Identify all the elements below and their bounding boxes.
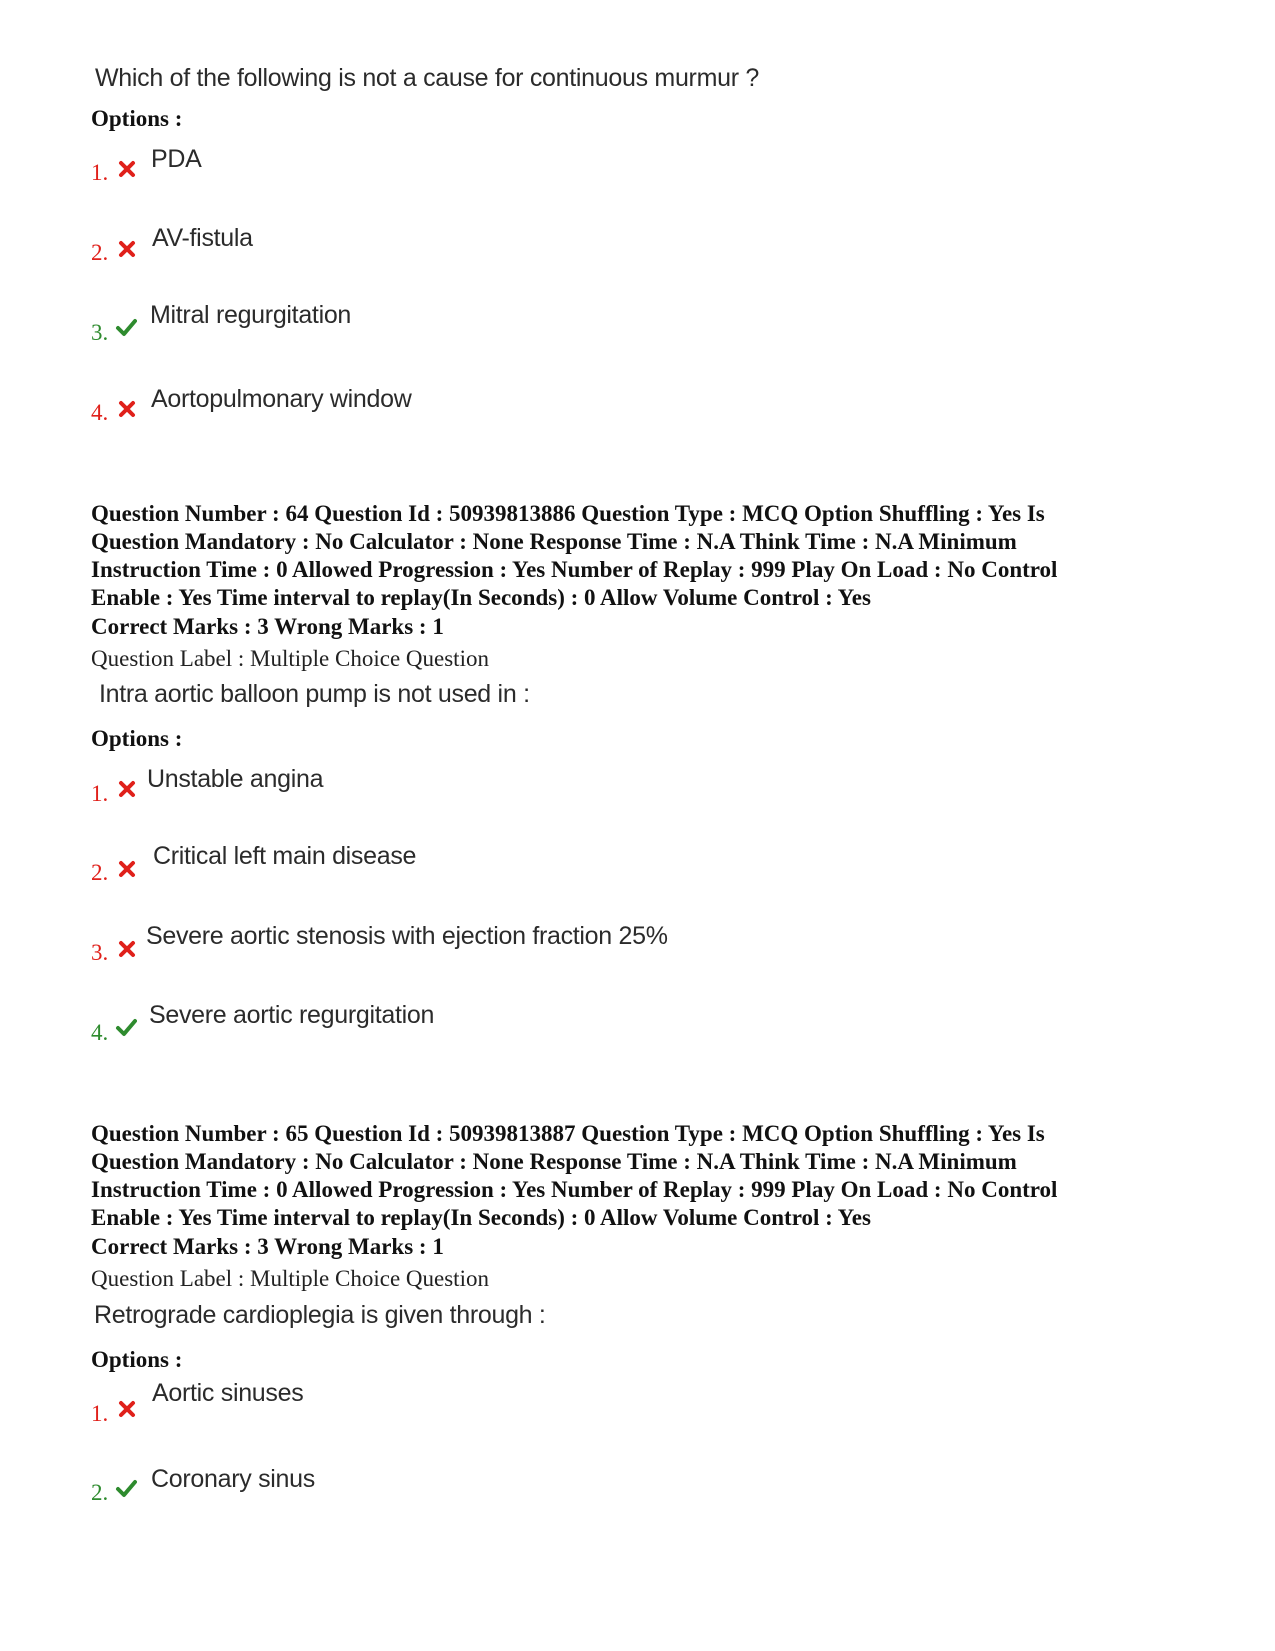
question-meta-line: Enable : Yes Time interval to replay(In Seconds) : 0 Allow Volume Control : Yes	[91, 585, 871, 610]
option-text: AV-fistula	[152, 224, 253, 252]
option-text: Coronary sinus	[151, 1465, 315, 1493]
option-text: Severe aortic stenosis with ejection fraction 25%	[146, 922, 668, 950]
question-meta-line: Question Mandatory : No Calculator : None Response Time : N.A Think Time : N.A Minimum	[91, 529, 1017, 554]
option-number: 4.	[91, 400, 109, 425]
option-text: Aortic sinuses	[152, 1379, 304, 1407]
option-number: 1.	[91, 781, 109, 806]
option-text: Mitral regurgitation	[150, 301, 352, 329]
check-icon	[115, 1477, 137, 1499]
check-icon	[115, 316, 137, 338]
option-number: 2.	[91, 860, 109, 885]
option-number: 3.	[91, 940, 109, 965]
cross-icon	[116, 778, 138, 800]
cross-icon	[116, 158, 138, 180]
option-text: Severe aortic regurgitation	[149, 1001, 435, 1029]
question-meta-line: Question Number : 65 Question Id : 50939813887 Question Type : MCQ Option Shuffling : Yes Is	[91, 1121, 1045, 1146]
option-number: 4.	[91, 1020, 109, 1045]
cross-icon	[116, 1398, 138, 1420]
question-meta-line: Enable : Yes Time interval to replay(In Seconds) : 0 Allow Volume Control : Yes	[91, 1205, 871, 1230]
question-meta-line: Instruction Time : 0 Allowed Progression : Yes Number of Replay : 999 Play On Load : No Control	[91, 557, 1058, 582]
options-label: Options :	[91, 106, 183, 131]
question-label: Question Label : Multiple Choice Question	[91, 646, 489, 671]
question-stem: Intra aortic balloon pump is not used in :	[99, 680, 530, 708]
option-number: 1.	[91, 160, 109, 185]
options-label: Options :	[91, 1347, 183, 1372]
question-meta-line: Question Number : 64 Question Id : 50939813886 Question Type : MCQ Option Shuffling : Yes Is	[91, 501, 1045, 526]
question-meta-line: Instruction Time : 0 Allowed Progression : Yes Number of Replay : 999 Play On Load : No Control	[91, 1177, 1058, 1202]
check-icon	[115, 1016, 137, 1038]
question-meta	[91, 500, 1201, 612]
option-number: 2.	[91, 240, 109, 265]
question-stem: Which of the following is not a cause for continuous murmur ?	[95, 64, 759, 92]
cross-icon	[116, 238, 138, 260]
option-number: 2.	[91, 1480, 109, 1505]
question-meta	[91, 1120, 1201, 1232]
question-marks: Correct Marks : 3 Wrong Marks : 1	[91, 614, 444, 639]
option-text: Critical left main disease	[153, 842, 417, 870]
option-text: Aortopulmonary window	[151, 385, 412, 413]
option-number: 1.	[91, 1401, 109, 1426]
cross-icon	[116, 858, 138, 880]
option-text: Unstable angina	[147, 765, 324, 793]
option-number: 3.	[91, 320, 109, 345]
cross-icon	[116, 398, 138, 420]
question-meta-line: Question Mandatory : No Calculator : None Response Time : N.A Think Time : N.A Minimum	[91, 1149, 1017, 1174]
cross-icon	[116, 938, 138, 960]
question-stem: Retrograde cardioplegia is given through :	[94, 1301, 546, 1329]
option-text: PDA	[151, 145, 202, 173]
options-label: Options :	[91, 726, 183, 751]
question-label: Question Label : Multiple Choice Question	[91, 1266, 489, 1291]
question-marks: Correct Marks : 3 Wrong Marks : 1	[91, 1234, 444, 1259]
